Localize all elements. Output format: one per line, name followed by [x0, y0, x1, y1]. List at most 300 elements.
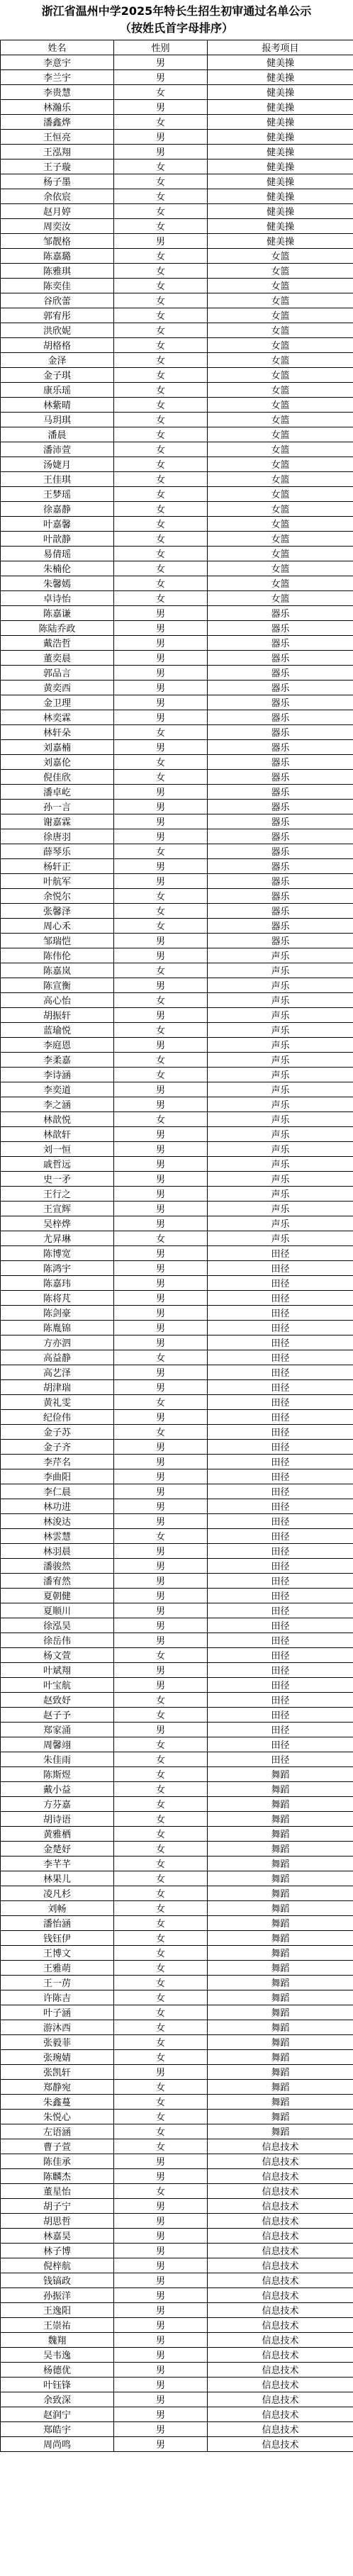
cell-name: 金子琪 [1, 368, 114, 383]
cell-project: 健美操 [208, 145, 353, 159]
cell-gender: 女 [114, 1886, 208, 1901]
cell-project: 信息技术 [208, 2273, 353, 2288]
table-row [1, 1663, 353, 1678]
cell-project: 田径 [208, 1603, 353, 1618]
cell-gender: 男 [114, 2437, 208, 2452]
cell-gender: 女 [114, 1916, 208, 1931]
cell-project: 女篮 [208, 413, 353, 427]
table-row [1, 710, 353, 725]
cell-gender: 男 [114, 814, 208, 829]
cell-name: 杨轩正 [1, 859, 114, 874]
table-row [1, 2020, 353, 2035]
cell-gender: 女 [114, 293, 208, 308]
cell-name: 林歆悦 [1, 1112, 114, 1127]
cell-project: 器乐 [208, 785, 353, 800]
table-row [1, 1752, 353, 1767]
cell-project: 田径 [208, 1455, 353, 1469]
cell-gender: 男 [114, 636, 208, 651]
cell-name: 戴小益 [1, 1782, 114, 1797]
cell-project: 女篮 [208, 249, 353, 264]
table-row [1, 636, 353, 651]
cell-gender: 男 [114, 2303, 208, 2318]
cell-name: 胡思哲 [1, 2214, 114, 2229]
cell-name: 胡格格 [1, 338, 114, 353]
cell-gender: 男 [114, 1157, 208, 1172]
cell-gender: 男 [114, 1246, 208, 1261]
cell-project: 舞蹈 [208, 2020, 353, 2035]
cell-project: 女篮 [208, 561, 353, 576]
table-row [1, 785, 353, 800]
cell-gender: 男 [114, 1559, 208, 1574]
cell-gender: 男 [114, 2214, 208, 2229]
cell-name: 叶子涵 [1, 2005, 114, 2020]
cell-project: 田径 [208, 1484, 353, 1499]
cell-project: 信息技术 [208, 2139, 353, 2154]
table-row [1, 800, 353, 814]
cell-name: 金泽 [1, 353, 114, 368]
cell-project: 器乐 [208, 814, 353, 829]
cell-gender: 男 [114, 1514, 208, 1529]
cell-gender: 男 [114, 681, 208, 695]
table-row [1, 264, 353, 279]
table-row [1, 1931, 353, 1946]
cell-gender: 女 [114, 189, 208, 204]
cell-project: 舞蹈 [208, 1961, 353, 1976]
cell-project: 田径 [208, 1395, 353, 1410]
cell-project: 器乐 [208, 651, 353, 666]
table-row [1, 1276, 353, 1291]
cell-name: 戚哲远 [1, 1157, 114, 1172]
cell-gender: 女 [114, 517, 208, 532]
cell-project: 信息技术 [208, 2363, 353, 2378]
cell-gender: 女 [114, 472, 208, 487]
cell-name: 钱镐政 [1, 2273, 114, 2288]
cell-gender: 女 [114, 413, 208, 427]
cell-project: 舞蹈 [208, 1842, 353, 1857]
cell-name: 潘鑫烨 [1, 115, 114, 130]
table-row [1, 859, 353, 874]
table-row [1, 1901, 353, 1916]
cell-gender: 女 [114, 1812, 208, 1827]
cell-project: 信息技术 [208, 2378, 353, 2392]
table-row [1, 1618, 353, 1633]
cell-project: 信息技术 [208, 2318, 353, 2333]
cell-name: 王梦瑶 [1, 487, 114, 502]
cell-gender: 女 [114, 963, 208, 978]
cell-project: 声乐 [208, 1231, 353, 1246]
cell-gender: 女 [114, 159, 208, 174]
table-row [1, 844, 353, 859]
cell-gender: 男 [114, 710, 208, 725]
cell-gender: 女 [114, 755, 208, 770]
cell-name: 胡振轩 [1, 1008, 114, 1023]
cell-project: 声乐 [208, 993, 353, 1008]
cell-gender: 女 [114, 1737, 208, 1752]
cell-gender: 女 [114, 1990, 208, 2005]
table-row [1, 1484, 353, 1499]
cell-name: 张凯轩 [1, 2065, 114, 2080]
cell-name: 徐岳伟 [1, 1633, 114, 1648]
cell-gender: 女 [114, 1961, 208, 1976]
cell-gender: 男 [114, 1008, 208, 1023]
table-row [1, 591, 353, 606]
cell-name: 王逸阳 [1, 2303, 114, 2318]
table-row [1, 249, 353, 264]
cell-gender: 女 [114, 2139, 208, 2154]
cell-gender: 女 [114, 279, 208, 293]
cell-project: 信息技术 [208, 2214, 353, 2229]
table-row [1, 1574, 353, 1589]
cell-project: 器乐 [208, 889, 353, 904]
cell-name: 陈嘉岚 [1, 963, 114, 978]
cell-gender: 男 [114, 2258, 208, 2273]
cell-gender: 女 [114, 889, 208, 904]
cell-name: 林奕霖 [1, 710, 114, 725]
table-head [1, 40, 353, 55]
cell-name: 曹子萱 [1, 2139, 114, 2154]
cell-project: 舞蹈 [208, 2065, 353, 2080]
cell-gender: 男 [114, 1410, 208, 1425]
cell-gender: 男 [114, 874, 208, 889]
table-row [1, 1410, 353, 1425]
cell-name: 周心禾 [1, 919, 114, 934]
cell-gender: 女 [114, 338, 208, 353]
cell-gender: 女 [114, 1350, 208, 1365]
cell-gender: 女 [114, 1827, 208, 1842]
column-header-gender: 性别 [114, 40, 208, 55]
cell-project: 信息技术 [208, 2288, 353, 2303]
table-row [1, 1172, 353, 1187]
cell-project: 舞蹈 [208, 2095, 353, 2110]
table-row [1, 279, 353, 293]
cell-name: 林羽晨 [1, 1544, 114, 1559]
cell-name: 杨文萱 [1, 1648, 114, 1663]
cell-project: 女篮 [208, 502, 353, 517]
cell-project: 田径 [208, 1365, 353, 1380]
table-row [1, 472, 353, 487]
cell-project: 信息技术 [208, 2348, 353, 2363]
cell-project: 声乐 [208, 1127, 353, 1142]
cell-project: 健美操 [208, 189, 353, 204]
table-row [1, 204, 353, 219]
table-row [1, 1068, 353, 1082]
cell-gender: 男 [114, 1127, 208, 1142]
cell-name: 叶斌翔 [1, 1663, 114, 1678]
cell-project: 女篮 [208, 293, 353, 308]
cell-name: 黄奕西 [1, 681, 114, 695]
cell-project: 信息技术 [208, 2244, 353, 2258]
cell-name: 李兰宇 [1, 70, 114, 85]
table-row [1, 934, 353, 948]
table-row [1, 829, 353, 844]
cell-name: 李意宇 [1, 55, 114, 70]
cell-gender: 男 [114, 1663, 208, 1678]
cell-name: 林浚达 [1, 1514, 114, 1529]
table-row [1, 1216, 353, 1231]
table-row [1, 1842, 353, 1857]
table-row [1, 1589, 353, 1603]
cell-gender: 女 [114, 1931, 208, 1946]
cell-name: 魏翔 [1, 2333, 114, 2348]
cell-project: 信息技术 [208, 2154, 353, 2169]
table-row [1, 2244, 353, 2258]
cell-gender: 女 [114, 904, 208, 919]
cell-name: 朱馨嫣 [1, 576, 114, 591]
cell-project: 器乐 [208, 934, 353, 948]
cell-name: 谷欣蕾 [1, 293, 114, 308]
cell-project: 田径 [208, 1633, 353, 1648]
cell-name: 胡子宁 [1, 2199, 114, 2214]
cell-project: 田径 [208, 1306, 353, 1321]
cell-name: 林歆轩 [1, 1127, 114, 1142]
cell-name: 李之涵 [1, 1097, 114, 1112]
cell-gender: 女 [114, 1871, 208, 1886]
cell-name: 陈胤锦 [1, 1321, 114, 1335]
cell-project: 器乐 [208, 919, 353, 934]
cell-name: 黄礼雯 [1, 1395, 114, 1410]
cell-gender: 女 [114, 2080, 208, 2095]
table-row [1, 755, 353, 770]
cell-gender: 女 [114, 1901, 208, 1916]
cell-name: 陈将芃 [1, 1291, 114, 1306]
cell-gender: 男 [114, 785, 208, 800]
cell-project: 舞蹈 [208, 1797, 353, 1812]
cell-project: 田径 [208, 1708, 353, 1723]
cell-name: 林紫晴 [1, 398, 114, 413]
cell-name: 纪俭伟 [1, 1410, 114, 1425]
cell-gender: 男 [114, 2318, 208, 2333]
table-row [1, 100, 353, 115]
cell-name: 徐唐羽 [1, 829, 114, 844]
cell-project: 健美操 [208, 100, 353, 115]
table-row [1, 1499, 353, 1514]
cell-name: 王雅萌 [1, 1961, 114, 1976]
cell-gender: 女 [114, 2035, 208, 2050]
cell-project: 器乐 [208, 800, 353, 814]
cell-gender: 男 [114, 2422, 208, 2437]
table-row [1, 1023, 353, 1038]
table-row [1, 2348, 353, 2363]
cell-name: 吴韦逸 [1, 2348, 114, 2363]
cell-project: 舞蹈 [208, 1886, 353, 1901]
cell-gender: 男 [114, 1291, 208, 1306]
cell-gender: 男 [114, 829, 208, 844]
cell-project: 田径 [208, 1723, 353, 1737]
cell-gender: 男 [114, 2065, 208, 2080]
cell-project: 女篮 [208, 338, 353, 353]
cell-project: 声乐 [208, 1157, 353, 1172]
table-row [1, 1082, 353, 1097]
table-row [1, 1782, 353, 1797]
table-row [1, 413, 353, 427]
cell-gender: 男 [114, 1202, 208, 1216]
cell-name: 潘晨 [1, 427, 114, 442]
cell-name: 董星怡 [1, 2184, 114, 2199]
cell-project: 田径 [208, 1529, 353, 1544]
table-row [1, 115, 353, 130]
cell-gender: 女 [114, 919, 208, 934]
table-row [1, 2005, 353, 2020]
cell-name: 赵润宁 [1, 2407, 114, 2422]
cell-gender: 女 [114, 85, 208, 100]
cell-project: 舞蹈 [208, 1976, 353, 1990]
cell-name: 高艺泽 [1, 1365, 114, 1380]
cell-gender: 男 [114, 1187, 208, 1202]
cell-name: 潘卓屹 [1, 785, 114, 800]
cell-gender: 男 [114, 130, 208, 145]
table-row [1, 1350, 353, 1365]
cell-project: 器乐 [208, 844, 353, 859]
cell-project: 信息技术 [208, 2392, 353, 2407]
cell-project: 女篮 [208, 472, 353, 487]
cell-project: 田径 [208, 1380, 353, 1395]
cell-project: 舞蹈 [208, 1871, 353, 1886]
cell-name: 陈博宽 [1, 1246, 114, 1261]
cell-project: 信息技术 [208, 2333, 353, 2348]
cell-gender: 男 [114, 1335, 208, 1350]
cell-name: 林嘉昊 [1, 2229, 114, 2244]
cell-name: 李贵慧 [1, 85, 114, 100]
cell-name: 李奕道 [1, 1082, 114, 1097]
cell-name: 方芬嘉 [1, 1797, 114, 1812]
table-row [1, 1469, 353, 1484]
table-row [1, 874, 353, 889]
cell-project: 女篮 [208, 457, 353, 472]
table-row [1, 814, 353, 829]
cell-project: 女篮 [208, 264, 353, 279]
cell-gender: 女 [114, 532, 208, 547]
table-row [1, 2363, 353, 2378]
cell-gender: 女 [114, 1425, 208, 1440]
table-row [1, 517, 353, 532]
cell-project: 器乐 [208, 681, 353, 695]
cell-gender: 女 [114, 1068, 208, 1082]
cell-gender: 男 [114, 1603, 208, 1618]
cell-gender: 男 [114, 621, 208, 636]
cell-gender: 女 [114, 1797, 208, 1812]
cell-project: 舞蹈 [208, 1857, 353, 1871]
cell-project: 声乐 [208, 1097, 353, 1112]
cell-project: 健美操 [208, 204, 353, 219]
cell-project: 器乐 [208, 710, 353, 725]
table-row [1, 159, 353, 174]
cell-name: 康乐瑶 [1, 383, 114, 398]
cell-gender: 女 [114, 1842, 208, 1857]
cell-gender: 男 [114, 2378, 208, 2392]
cell-gender: 男 [114, 1678, 208, 1693]
table-row [1, 904, 353, 919]
cell-project: 舞蹈 [208, 1827, 353, 1842]
table-row [1, 2139, 353, 2154]
cell-name: 李曲阳 [1, 1469, 114, 1484]
cell-gender: 男 [114, 1380, 208, 1395]
cell-name: 周奕汝 [1, 219, 114, 234]
cell-project: 舞蹈 [208, 2050, 353, 2065]
cell-name: 李柔嘉 [1, 1053, 114, 1068]
cell-project: 女篮 [208, 398, 353, 413]
cell-name: 陈嘉璐 [1, 249, 114, 264]
cell-name: 胡津瑞 [1, 1380, 114, 1395]
table-row [1, 2095, 353, 2110]
table-row [1, 606, 353, 621]
cell-name: 戴浩哲 [1, 636, 114, 651]
cell-project: 信息技术 [208, 2407, 353, 2422]
cell-gender: 女 [114, 442, 208, 457]
cell-gender: 男 [114, 2244, 208, 2258]
table-row [1, 502, 353, 517]
cell-project: 信息技术 [208, 2229, 353, 2244]
cell-project: 信息技术 [208, 2169, 353, 2184]
cell-project: 声乐 [208, 948, 353, 963]
cell-gender: 男 [114, 1261, 208, 1276]
cell-gender: 女 [114, 844, 208, 859]
cell-name: 郑静宛 [1, 2080, 114, 2095]
cell-project: 舞蹈 [208, 1901, 353, 1916]
cell-name: 叶钰锋 [1, 2378, 114, 2392]
cell-name: 倪佳欣 [1, 770, 114, 785]
cell-project: 女篮 [208, 532, 353, 547]
table-row [1, 1231, 353, 1246]
table-row [1, 1335, 353, 1350]
table-row [1, 1603, 353, 1618]
cell-project: 器乐 [208, 725, 353, 740]
cell-project: 声乐 [208, 1142, 353, 1157]
cell-name: 王子璇 [1, 159, 114, 174]
cell-project: 健美操 [208, 55, 353, 70]
table-row [1, 1097, 353, 1112]
cell-name: 许陈吉 [1, 1990, 114, 2005]
table-row [1, 621, 353, 636]
cell-name: 刘畅 [1, 1901, 114, 1916]
cell-name: 陈嘉谦 [1, 606, 114, 621]
table-row [1, 576, 353, 591]
cell-name: 刘一恒 [1, 1142, 114, 1157]
cell-name: 李诗涵 [1, 1068, 114, 1082]
cell-gender: 女 [114, 2124, 208, 2139]
cell-gender: 男 [114, 1618, 208, 1633]
cell-gender: 女 [114, 368, 208, 383]
table-row [1, 338, 353, 353]
cell-name: 林轩朵 [1, 725, 114, 740]
cell-gender: 女 [114, 308, 208, 323]
cell-name: 孙一言 [1, 800, 114, 814]
table-row [1, 189, 353, 204]
cell-gender: 女 [114, 427, 208, 442]
page-title: 浙江省温州中学2025年特长生招生初审通过名单公示 [41, 4, 312, 18]
cell-name: 易倩瑶 [1, 547, 114, 561]
cell-gender: 男 [114, 1544, 208, 1559]
cell-gender: 女 [114, 323, 208, 338]
cell-project: 田径 [208, 1335, 353, 1350]
table-row [1, 293, 353, 308]
cell-project: 田径 [208, 1618, 353, 1633]
cell-name: 汤婕月 [1, 457, 114, 472]
table-row [1, 85, 353, 100]
table-row [1, 993, 353, 1008]
cell-gender: 男 [114, 2154, 208, 2169]
cell-gender: 男 [114, 978, 208, 993]
cell-gender: 女 [114, 115, 208, 130]
table-row [1, 383, 353, 398]
table-row [1, 1440, 353, 1455]
cell-gender: 女 [114, 725, 208, 740]
cell-project: 舞蹈 [208, 1812, 353, 1827]
cell-name: 洪欣妮 [1, 323, 114, 338]
cell-name: 王宣辉 [1, 1202, 114, 1216]
table-row [1, 398, 353, 413]
cell-name: 王行之 [1, 1187, 114, 1202]
cell-gender: 男 [114, 2363, 208, 2378]
